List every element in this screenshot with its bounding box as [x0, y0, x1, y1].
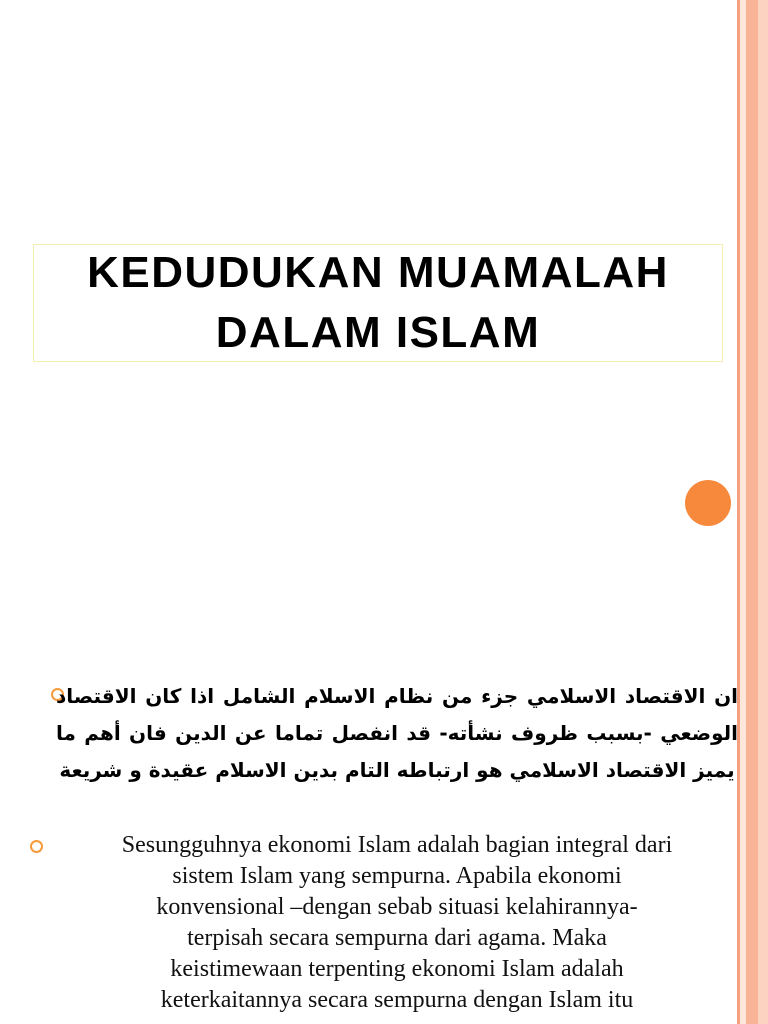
slide-title [87, 243, 669, 363]
latin-line: sistem Islam yang sempurna. Apabila ekonomi [172, 863, 622, 889]
decor-stripe-main [746, 0, 758, 1024]
latin-line: keterkaitannya secara sempurna dengan Islam itu [160, 987, 634, 1013]
slide-title-line1: KEDUDUKAN MUAMALAH [87, 248, 669, 297]
decor-stripe-right [758, 0, 768, 1024]
slide-title-line2: DALAM ISLAM [215, 308, 541, 357]
orange-circle-icon [685, 480, 731, 526]
latin-bullet-text [52, 830, 742, 1016]
latin-line: Sesungguhnya ekonomi Islam adalah bagian integral dari [121, 832, 673, 858]
title-box [33, 244, 723, 362]
latin-line: keistimewaan terpenting ekonomi Islam adalah [170, 956, 624, 982]
latin-line: terpisah secara sempurna dari agama. Maka [187, 925, 607, 951]
latin-line: konvensional –dengan sebab situasi kelahirannya- [156, 894, 638, 920]
arabic-bullet-text: ان الاقتصاد الاسلامي جزء من نظام الاسلام الشامل اذا كان الاقتصاد الوضعي -بسبب ظروف نشأته- قد انفصل تماما عن الدين فان أهم ما يميز الاقتصاد الاسلامي هو ارتباطه التام بدين الاسلام عقيدة و شريعة [56, 684, 738, 782]
bullet-ring-icon [30, 840, 43, 853]
